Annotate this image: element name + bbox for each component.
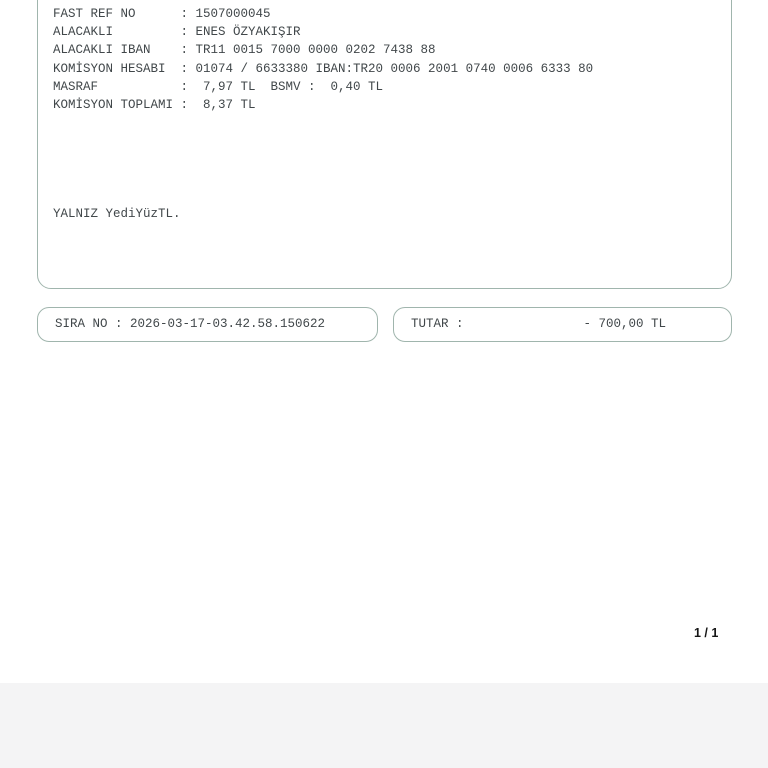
alacakli-iban-line: ALACAKLI IBAN : TR11 0015 7000 0000 0202 7438 88 bbox=[53, 43, 436, 58]
amount-in-words-line: YALNIZ YediYüzTL. bbox=[53, 207, 181, 222]
receipt-detail-box bbox=[37, 0, 732, 289]
alacakli-line: ALACAKLI : ENES ÖZYAKIŞIR bbox=[53, 25, 301, 40]
sira-no-box bbox=[37, 307, 378, 342]
fast-ref-no-line: FAST REF NO : 1507000045 bbox=[53, 7, 271, 21]
blank-space bbox=[53, 114, 721, 205]
komisyon-hesabi-line: KOMİSYON HESABI : 01074 / 6633380 IBAN:TR20 0006 2001 0740 0006 6333 80 bbox=[53, 61, 594, 76]
komisyon-toplami-line: KOMİSYON TOPLAMI : 8,37 TL bbox=[53, 98, 256, 113]
masraf-bsmv-line: MASRAF : 7,97 TL BSMV : 0,40 TL bbox=[53, 79, 384, 94]
tutar-box bbox=[393, 307, 732, 342]
receipt-detail-lines bbox=[38, 0, 731, 223]
sira-no-text: SIRA NO : 2026-03-17-03.42.58.150622 bbox=[55, 317, 326, 332]
page-indicator: 1 / 1 bbox=[694, 626, 719, 640]
footer-strip bbox=[0, 683, 768, 768]
tutar-text: TUTAR : - 700,00 TL bbox=[411, 317, 667, 332]
